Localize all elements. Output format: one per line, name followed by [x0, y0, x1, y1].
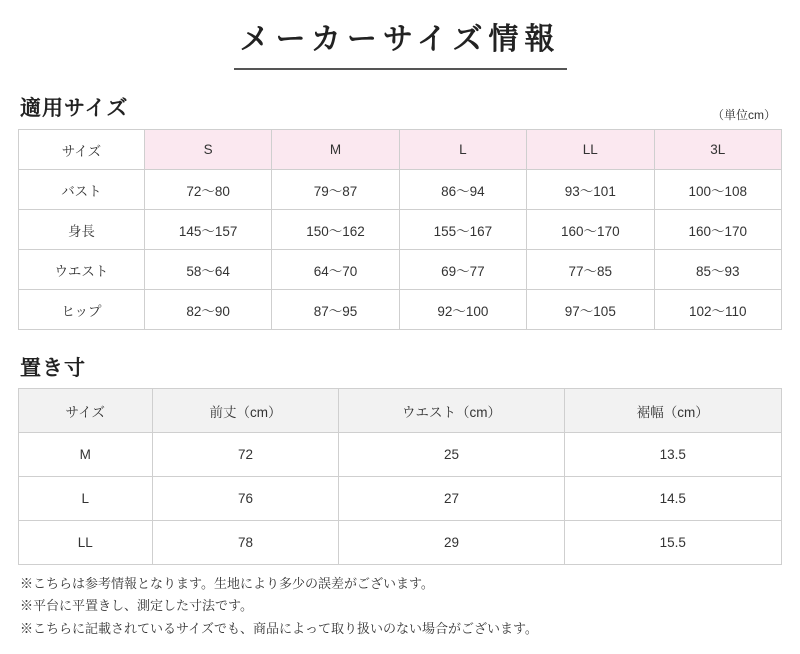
cell-waist-s: 58〜64	[144, 250, 271, 290]
cell-bust-l: 86〜94	[399, 170, 526, 210]
cell-bust-s: 72〜80	[144, 170, 271, 210]
cell-waist-ll: 77〜85	[527, 250, 654, 290]
column-header-size: サイズ	[19, 130, 145, 170]
notes-section	[20, 573, 782, 640]
table-row	[19, 433, 782, 477]
cell-waist-3l: 85〜93	[654, 250, 781, 290]
cell-hip-3l: 102〜110	[654, 290, 781, 330]
row-header-waist: ウエスト	[19, 250, 145, 290]
column-header-front-length: 前丈（cm）	[152, 389, 339, 433]
column-header-m: M	[272, 130, 399, 170]
unit-note: （単位cm）	[712, 108, 776, 122]
page-title-container	[18, 0, 782, 70]
table-header-row	[19, 130, 782, 170]
page-title: メーカーサイズ情報	[234, 14, 567, 70]
section-heading-applicable-size: 適用サイズ	[20, 97, 129, 120]
table-row	[19, 210, 782, 250]
column-header-waist: ウエスト（cm）	[339, 389, 564, 433]
table-row	[19, 250, 782, 290]
cell-m-hem-width: 13.5	[564, 433, 781, 477]
section-heading-flat-measurement: 置き寸	[20, 357, 86, 380]
cell-bust-m: 79〜87	[272, 170, 399, 210]
cell-height-m: 150〜162	[272, 210, 399, 250]
row-header-bust: バスト	[19, 170, 145, 210]
cell-height-ll: 160〜170	[527, 210, 654, 250]
cell-hip-m: 87〜95	[272, 290, 399, 330]
row-header-l: L	[19, 477, 153, 521]
column-header-size: サイズ	[19, 389, 153, 433]
cell-m-waist: 25	[339, 433, 564, 477]
row-header-height: 身長	[19, 210, 145, 250]
cell-bust-3l: 100〜108	[654, 170, 781, 210]
cell-l-waist: 27	[339, 477, 564, 521]
cell-hip-ll: 97〜105	[527, 290, 654, 330]
cell-hip-l: 92〜100	[399, 290, 526, 330]
note-line-2: ※平台に平置きし、測定した寸法です。	[20, 598, 253, 614]
cell-l-front-length: 76	[152, 477, 339, 521]
column-header-ll: LL	[527, 130, 654, 170]
row-header-ll: LL	[19, 521, 153, 565]
cell-ll-waist: 29	[339, 521, 564, 565]
cell-height-l: 155〜167	[399, 210, 526, 250]
row-header-hip: ヒップ	[19, 290, 145, 330]
note-line-3: ※こちらに記載されているサイズでも、商品によって取り扱いのない場合がございます。	[20, 620, 538, 636]
table-row	[19, 477, 782, 521]
applicable-size-table	[18, 129, 782, 330]
column-header-l: L	[399, 130, 526, 170]
column-header-hem-width: 裾幅（cm）	[564, 389, 781, 433]
cell-ll-hem-width: 15.5	[564, 521, 781, 565]
column-header-3l: 3L	[654, 130, 781, 170]
cell-m-front-length: 72	[152, 433, 339, 477]
table-row	[19, 521, 782, 565]
cell-ll-front-length: 78	[152, 521, 339, 565]
cell-bust-ll: 93〜101	[527, 170, 654, 210]
column-header-s: S	[144, 130, 271, 170]
cell-l-hem-width: 14.5	[564, 477, 781, 521]
cell-waist-l: 69〜77	[399, 250, 526, 290]
cell-height-s: 145〜157	[144, 210, 271, 250]
cell-hip-s: 82〜90	[144, 290, 271, 330]
table-header-row	[19, 389, 782, 433]
cell-waist-m: 64〜70	[272, 250, 399, 290]
flat-measurement-table	[18, 388, 782, 565]
cell-height-3l: 160〜170	[654, 210, 781, 250]
row-header-m: M	[19, 433, 153, 477]
table-row	[19, 170, 782, 210]
table-row	[19, 290, 782, 330]
note-line-1: ※こちらは参考情報となります。生地により多少の誤差がございます。	[20, 576, 434, 591]
